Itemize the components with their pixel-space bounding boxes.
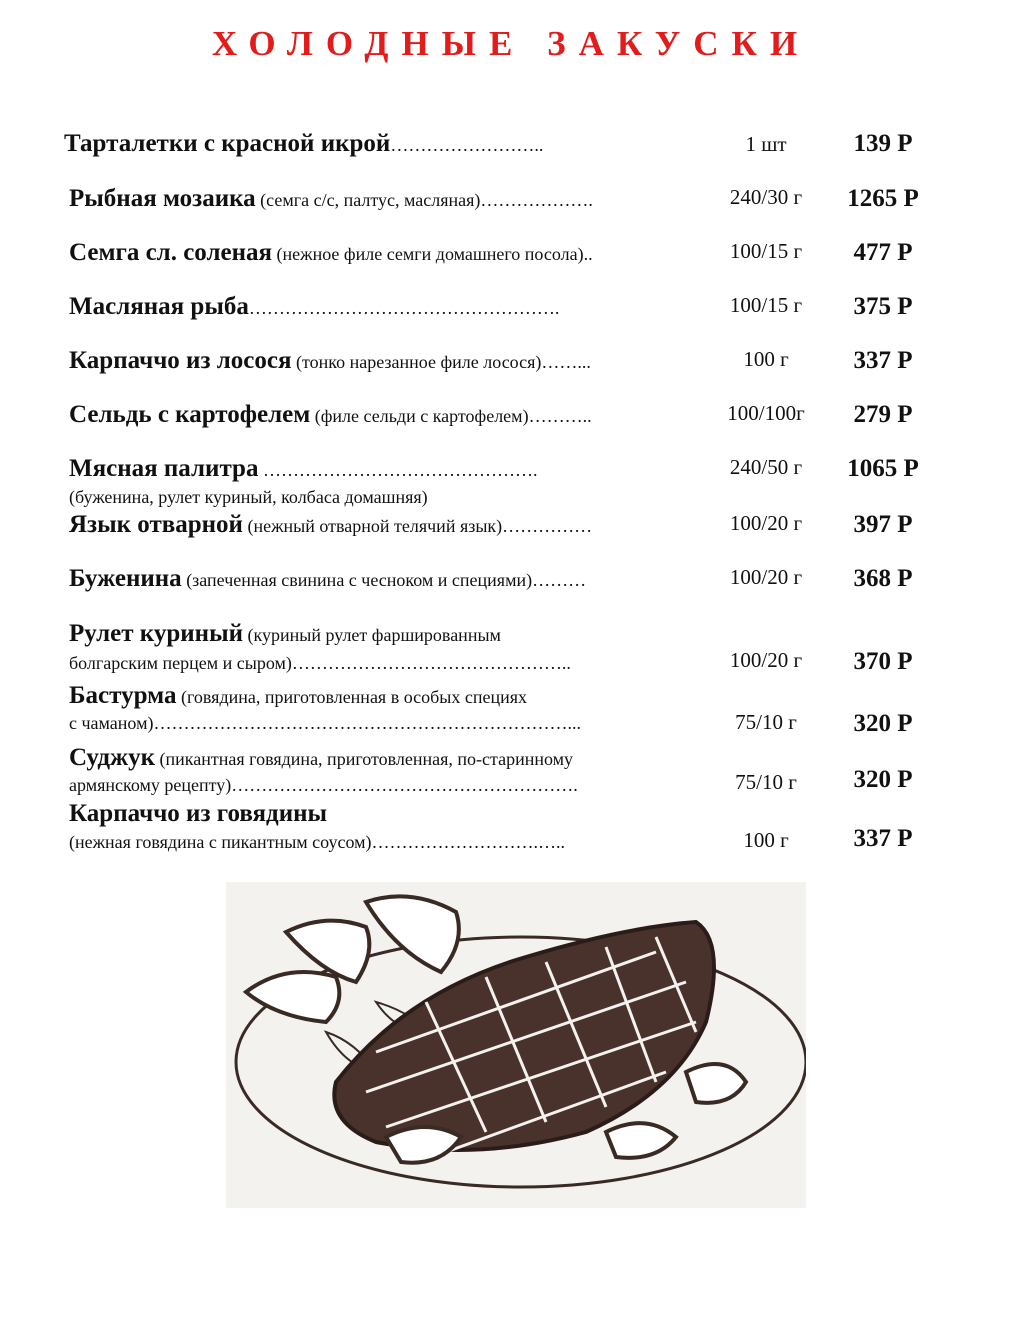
item-name: Мясная палитра	[69, 455, 259, 482]
item-price: 370 Р	[853, 648, 913, 675]
item-subdescription: (нежная говядина с пикантным соусом)……………………….…..	[69, 832, 566, 852]
lemon-slice	[686, 1064, 746, 1103]
item-name-line	[69, 455, 537, 483]
item-name-line	[69, 293, 559, 321]
item-price: 1065 Р	[847, 455, 919, 482]
item-price: 279 Р	[853, 401, 913, 428]
item-name: Буженина	[69, 565, 182, 592]
item-name-line	[69, 744, 573, 772]
fish-platter-illustration	[226, 882, 806, 1208]
item-name-line	[69, 185, 593, 213]
item-description: (семга с/с, палтус, масляная)	[255, 190, 481, 210]
item-subdescription: армянскому рецепту)………………………………………………….	[69, 775, 578, 795]
item-subdescription: с чаманом)……………………………………………………………...	[69, 713, 581, 733]
item-description: (филе сельди с картофелем)	[310, 406, 529, 426]
item-leader-dots: ……...	[541, 352, 591, 372]
lemon-slice	[366, 896, 459, 972]
item-price: 368 Р	[853, 565, 913, 592]
item-weight: 100/100г	[727, 401, 805, 425]
item-name: Суджук	[69, 744, 156, 771]
item-subdescription: (буженина, рулет куриный, колбаса домашняя)	[69, 487, 428, 507]
item-weight: 240/30 г	[729, 185, 803, 209]
item-name: Сельдь с картофелем	[69, 401, 311, 428]
item-leader-dots: ………	[532, 570, 587, 590]
item-price: 1265 Р	[847, 185, 919, 212]
lemon-slice	[606, 1123, 676, 1158]
fish-platter-drawing	[226, 882, 806, 1208]
item-price: 375 Р	[853, 293, 913, 320]
item-description: (куриный рулет фаршированным	[243, 625, 501, 645]
item-name: Семга сл. соленая	[69, 239, 273, 266]
item-weight: 100 г	[743, 828, 789, 852]
item-name: Карпаччо из говядины	[69, 800, 328, 827]
item-name: Масляная рыба	[69, 293, 249, 320]
item-name-line	[69, 401, 592, 429]
item-price: 477 Р	[853, 239, 913, 266]
lemon-slice	[386, 1127, 461, 1163]
item-name: Рыбная мозаика	[69, 185, 256, 212]
item-leader-dots: ………..	[528, 406, 592, 426]
item-description: (тонко нарезанное филе лосося)	[291, 352, 542, 372]
item-name-line	[69, 620, 501, 648]
item-name: Язык отварной	[69, 511, 243, 538]
item-name-line	[64, 130, 543, 158]
item-name: Тарталетки с красной икрой	[64, 130, 391, 157]
menu-title: ХОЛОДНЫЕ ЗАКУСКИ	[211, 24, 811, 63]
item-price: 337 Р	[853, 347, 913, 374]
item-name-line	[69, 239, 593, 267]
item-weight: 100/15 г	[729, 239, 803, 263]
item-weight: 240/50 г	[729, 455, 803, 479]
item-name: Рулет куриный	[69, 620, 243, 647]
item-price: 397 Р	[853, 511, 913, 538]
item-description: (нежный отварной телячий язык)	[242, 516, 503, 536]
item-weight: 100/20 г	[729, 648, 803, 672]
item-name: Карпаччо из лосося	[69, 347, 292, 374]
lemon-slice	[246, 972, 339, 1022]
item-leader-dots: ……………	[502, 516, 593, 536]
item-name-line	[69, 800, 327, 828]
item-weight: 1 шт	[745, 132, 787, 156]
item-weight: 100 г	[743, 347, 789, 371]
item-subdescription: болгарским перцем и сыром)………………………………………..	[69, 653, 571, 673]
item-weight: 75/10 г	[735, 710, 797, 734]
item-name-line	[69, 511, 592, 539]
item-leader-dots: …………………………………………….	[248, 298, 560, 318]
item-description: (пикантная говядина, приготовленная, по-старинному	[155, 749, 574, 769]
item-weight: 100/20 г	[729, 565, 803, 589]
item-weight: 75/10 г	[735, 770, 797, 794]
item-leader-dots: ……………….	[480, 190, 593, 210]
item-leader-dots: ..	[583, 244, 593, 264]
item-price: 320 Р	[853, 710, 913, 737]
item-description: (запеченная свинина с чесноком и специями)	[181, 570, 533, 590]
item-price: 139 Р	[853, 130, 913, 157]
item-leader-dots: ……………………..	[390, 135, 544, 155]
item-description: (говядина, приготовленная в особых специях	[176, 687, 528, 707]
item-name-line	[69, 347, 591, 375]
item-price: 337 Р	[853, 825, 913, 852]
item-name-line	[69, 565, 586, 593]
item-leader-dots: ……………………………………….	[262, 460, 538, 480]
item-name: Бастурма	[69, 682, 177, 709]
item-description: (нежное филе семги домашнего посола)	[272, 244, 584, 264]
item-weight: 100/15 г	[729, 293, 803, 317]
item-price: 320 Р	[853, 766, 913, 793]
item-name-line	[69, 682, 527, 710]
item-weight: 100/20 г	[729, 511, 803, 535]
